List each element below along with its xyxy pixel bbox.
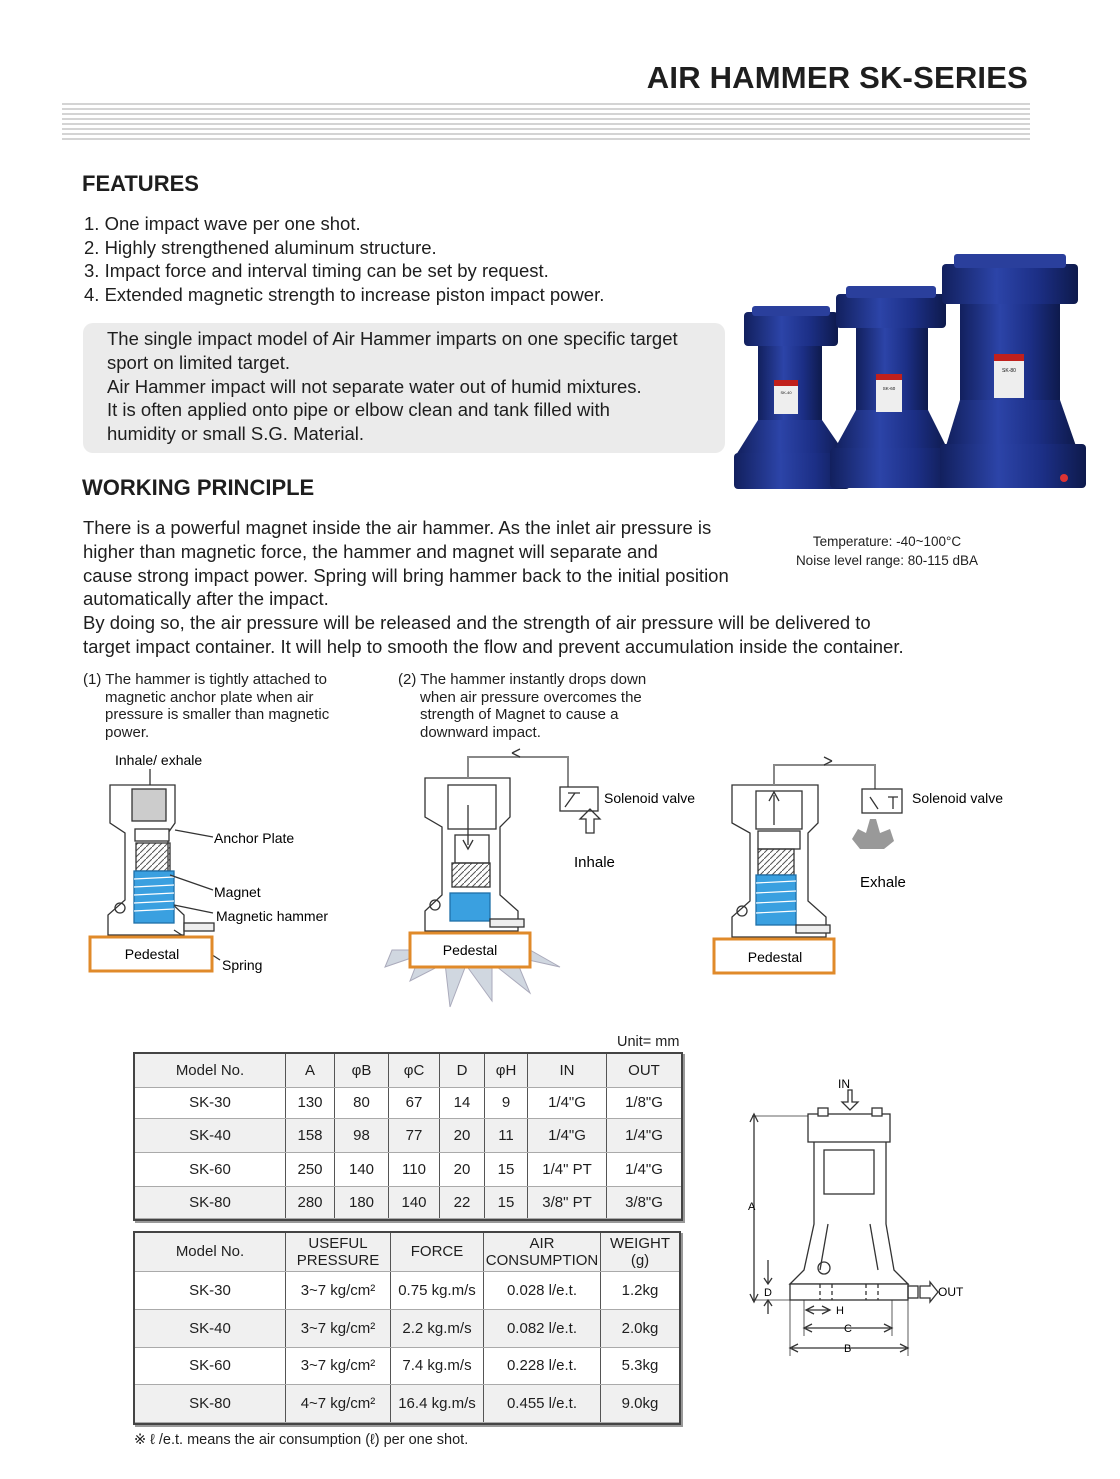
header-cell: FORCE (391, 1233, 484, 1271)
magnetic-hammer-label: Magnetic hammer (216, 908, 329, 924)
sk-40-label: SK-40 (780, 390, 792, 395)
in-label: IN (838, 1077, 850, 1091)
exhaust-cloud (852, 819, 894, 849)
cell: 158 (286, 1118, 335, 1152)
inhale-exhale-label: Inhale/ exhale (115, 752, 203, 768)
description-line: It is often applied onto pipe or elbow clean and tank filled with (107, 399, 610, 421)
cell: 15 (485, 1186, 528, 1218)
diagram-state-2 (425, 749, 600, 931)
cell: 1/4"G (528, 1087, 607, 1118)
inhale-label: Inhale (574, 854, 615, 871)
solenoid-valve-label-2: Solenoid valve (912, 790, 1004, 806)
cell: 7.4 kg.m/s (391, 1347, 484, 1384)
magnet-label: Magnet (214, 884, 261, 900)
temperature-spec: Temperature: -40~100°C (812, 534, 962, 549)
sk-60-unit (830, 286, 954, 488)
cell: 0.228 l/e.t. (484, 1347, 601, 1384)
header-cell: AIR CONSUMPTION (484, 1233, 601, 1271)
dimension-b-label: B (844, 1343, 852, 1355)
cell: SK-80 (135, 1186, 286, 1218)
cell: 0.75 kg.m/s (391, 1271, 484, 1309)
step2-caption (398, 671, 646, 741)
cell: SK-60 (135, 1152, 286, 1186)
diagram-state-1 (108, 769, 220, 960)
cell: 140 (389, 1186, 440, 1218)
table-row (135, 1347, 679, 1384)
caption-line: (2) The hammer instantly drops down (398, 671, 647, 688)
cell: 0.028 l/e.t. (484, 1271, 601, 1309)
pedestal-label-3: Pedestal (747, 949, 803, 965)
working-line: higher than magnetic force, the hammer and magnet will separate and (83, 540, 658, 562)
description-line: humidity or small S.G. Material. (107, 423, 365, 445)
cell: 14 (440, 1087, 485, 1118)
product-photo (730, 250, 1090, 500)
cell: 180 (335, 1186, 389, 1218)
table-row (135, 1087, 681, 1118)
table-row (135, 1271, 679, 1309)
header-cell: D (440, 1054, 485, 1087)
cell: 0.455 l/e.t. (484, 1384, 601, 1422)
cell: 15 (485, 1152, 528, 1186)
step1-caption (83, 671, 329, 741)
working-text (83, 516, 1083, 659)
header-stripes (62, 103, 1030, 143)
table-header-row (135, 1054, 681, 1087)
table-row (135, 1152, 681, 1186)
description-line: sport on limited target. (107, 351, 291, 373)
cell: 5.3kg (601, 1347, 680, 1384)
table-row (135, 1309, 679, 1347)
features-list (84, 212, 604, 306)
working-line: target impact container. It will help to smooth the flow and prevent accumulation inside the container. (83, 635, 904, 657)
cell: 4~7 kg/cm² (286, 1384, 391, 1422)
cell: 1/4"G (607, 1152, 682, 1186)
description-line: The single impact model of Air Hammer imparts on one specific target (107, 328, 678, 349)
unit-label: Unit= mm (617, 1034, 680, 1050)
caption-line: pressure is smaller than magnetic (105, 706, 330, 723)
sk-80-unit (940, 254, 1086, 488)
table-row (135, 1186, 681, 1218)
working-line: There is a powerful magnet inside the air hammer. As the inlet air pressure is (83, 517, 712, 538)
cell: 22 (440, 1186, 485, 1218)
cell: 77 (389, 1118, 440, 1152)
dimension-d-label: D (764, 1287, 772, 1299)
cell: 110 (389, 1152, 440, 1186)
cell: 20 (440, 1118, 485, 1152)
table-row (135, 1384, 679, 1422)
header-cell: A (286, 1054, 335, 1087)
exhale-label: Exhale (860, 874, 906, 891)
cell: 11 (485, 1118, 528, 1152)
cell: SK-60 (135, 1347, 286, 1384)
cell: 3~7 kg/cm² (286, 1271, 391, 1309)
feature-item: 4. Extended magnetic strength to increase piston impact power. (84, 283, 605, 305)
footnote: ※ ℓ /e.t. means the air consumption (ℓ) per one shot. (134, 1432, 469, 1448)
description-line: Air Hammer impact will not separate water out of humid mixtures. (107, 375, 642, 397)
sk-80-label: SK-80 (1002, 368, 1016, 374)
page-title: AIR HAMMER SK-SERIES (646, 60, 1028, 95)
cell: 1/8"G (607, 1087, 682, 1118)
cell: 1/4"G (528, 1118, 607, 1152)
cell: 0.082 l/e.t. (484, 1309, 601, 1347)
caption-line: when air pressure overcomes the (420, 688, 642, 706)
cell: 2.0kg (601, 1309, 680, 1347)
cell: SK-30 (135, 1271, 286, 1309)
pedestal-label-2: Pedestal (442, 942, 498, 958)
table-header-row (135, 1233, 679, 1271)
caption-line: (1) The hammer is tightly attached to (83, 671, 327, 688)
cell: 3/8" PT (528, 1186, 607, 1218)
cell: 140 (335, 1152, 389, 1186)
cell: 20 (440, 1152, 485, 1186)
cell: 3~7 kg/cm² (286, 1309, 391, 1347)
cell: SK-40 (135, 1309, 286, 1347)
out-label: OUT (938, 1285, 964, 1299)
cell: SK-30 (135, 1087, 286, 1118)
description-text (107, 327, 678, 446)
header-cell: Model No. (135, 1233, 286, 1271)
feature-item: 2. Highly strengthened aluminum structure. (84, 236, 437, 258)
noise-spec: Noise level range: 80-115 dBA (795, 553, 979, 568)
pedestal-label-1: Pedestal (124, 946, 180, 962)
cell: 2.2 kg.m/s (391, 1309, 484, 1347)
header-cell: OUT (607, 1054, 682, 1087)
dimension-a-label: A (748, 1201, 756, 1213)
cell: 67 (389, 1087, 440, 1118)
cell: 3~7 kg/cm² (286, 1347, 391, 1384)
cell: 280 (286, 1186, 335, 1218)
header-cell: φH (485, 1054, 528, 1087)
cell: 9.0kg (601, 1384, 680, 1422)
cell: 80 (335, 1087, 389, 1118)
feature-item: 1. One impact wave per one shot. (84, 213, 361, 234)
technical-drawing (740, 1074, 980, 1364)
cell: SK-80 (135, 1384, 286, 1422)
cell: 130 (286, 1087, 335, 1118)
working-line: By doing so, the air pressure will be released and the strength of air pressure will be delivered to (83, 612, 871, 634)
cell: 1.2kg (601, 1271, 680, 1309)
cell: 1/4"G (607, 1118, 682, 1152)
cell: 1/4" PT (528, 1152, 607, 1186)
cell: 3/8"G (607, 1186, 682, 1218)
caption-line: downward impact. (420, 723, 541, 741)
header-cell: USEFUL PRESSURE (286, 1233, 391, 1271)
working-diagram (80, 745, 1080, 1025)
cell: SK-40 (135, 1118, 286, 1152)
caption-line: magnetic anchor plate when air (105, 688, 314, 706)
caption-line: power. (105, 723, 150, 741)
features-heading: FEATURES (82, 171, 199, 196)
dimension-h-label: H (836, 1305, 844, 1317)
working-line: cause strong impact power. Spring will bring hammer back to the initial position (83, 564, 729, 586)
header-cell: Model No. (135, 1054, 286, 1087)
working-heading: WORKING PRINCIPLE (82, 475, 315, 500)
header-cell: WEIGHT (g) (601, 1233, 680, 1271)
dimension-c-label: C (844, 1323, 852, 1335)
working-line: automatically after the impact. (83, 588, 329, 610)
caption-line: strength of Magnet to cause a (420, 706, 619, 723)
anchor-plate-label: Anchor Plate (214, 830, 295, 846)
cell: 98 (335, 1118, 389, 1152)
header-cell: φB (335, 1054, 389, 1087)
header-cell: IN (528, 1054, 607, 1087)
solenoid-valve-label-1: Solenoid valve (604, 790, 696, 806)
cell: 250 (286, 1152, 335, 1186)
dimension-table (133, 1052, 683, 1221)
table-row (135, 1118, 681, 1152)
spring-label: Spring (222, 957, 263, 973)
header-cell: φC (389, 1054, 440, 1087)
cell: 16.4 kg.m/s (391, 1384, 484, 1422)
cell: 9 (485, 1087, 528, 1118)
sk-60-label: SK-60 (882, 386, 896, 391)
performance-table (133, 1231, 681, 1425)
feature-item: 3. Impact force and interval timing can be set by request. (84, 260, 549, 282)
